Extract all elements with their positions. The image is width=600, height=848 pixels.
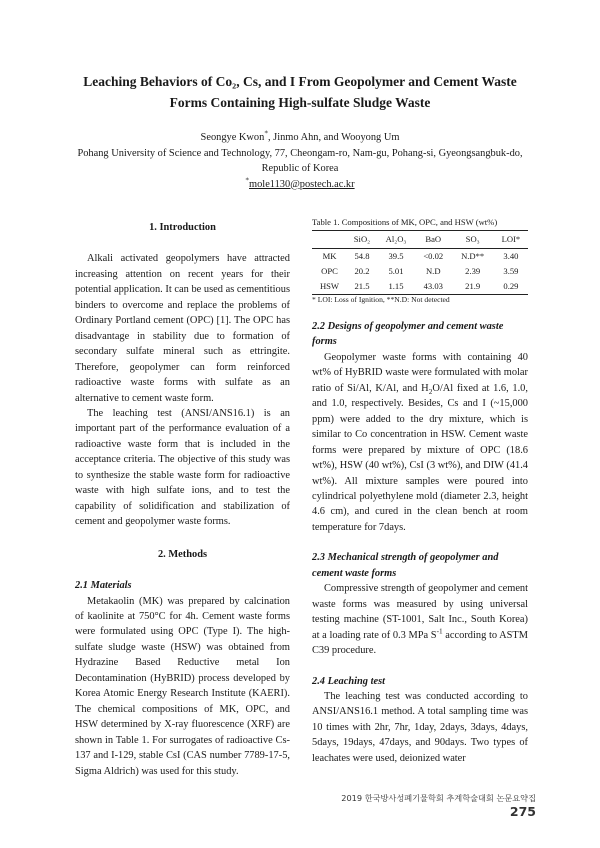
- table-header-cell: BaO: [415, 231, 451, 249]
- table-cell: 54.8: [354, 251, 370, 261]
- title-line-2: Forms Containing High-sulfate Sludge Waste: [169, 95, 431, 110]
- table-row: [312, 264, 528, 279]
- materials-paragraph: Metakaolin (MK) was prepared by calcination of kaolinite at 750°C for 4h. Cement waste forms were formulated using OPC (Type I). The high-sulfate sludge waste (HSW) was obtained from Hydrazine Based Reductive metal Ion Decontamination (HyBRID) process developed by Korea Atomic Energy Research Institute (KAERI). The chemical compositions of MK, OPC, and HSW determined by X-ray fluorescence (XRF) are shown in Table 1. For surrogates of radioactive Cs-137 and I-129, stable CsI (CAS number 7789-17-5, Sigma Aldrich) was used for this study.: [75, 595, 290, 777]
- leaching-paragraph: The leaching test was conducted according to ANSI/ANS16.1 method. A total sampling time was 10 times with 2hr, 7hr, 1day, 2days, 3days, 4days, 5days, 19days, 47days, and 90days. Two types of leachates were used, deionized water: [312, 690, 528, 764]
- section-heading-methods: 2. Methods: [157, 548, 208, 560]
- paper-title: [40, 71, 560, 113]
- table-header-cell: [312, 231, 347, 249]
- page-number: 275: [509, 804, 536, 819]
- intro-paragraph-1: Alkali activated geopolymers have attracted increasing attention on recent years for their potential application. It can be used as cementitious binders to overcome and replace the problems of Ordinary Portland cement (OPC) [1]. The OPC has disadvantage in stability due to formation of secondary sulfate mineral such as ettringite. Therefore, geopolymer can form reinforced radioactive waste forms with sulfate as an alternative to cement waste form.: [75, 253, 290, 404]
- table-cell: <0.02: [423, 251, 444, 261]
- left-column: [75, 220, 290, 779]
- author-block: [40, 130, 560, 192]
- title-line-1: Leaching Behaviors of Co₂, Cs, and I From Geopolymer and Cement Waste: [83, 74, 517, 89]
- composition-table: [312, 230, 528, 295]
- table-header-row: [312, 231, 528, 249]
- table-cell: 3.59: [503, 266, 519, 276]
- table-cell: 0.29: [494, 279, 528, 295]
- table-cell: HSW: [312, 279, 347, 295]
- table-cell: 21.5: [347, 279, 377, 295]
- table-row: [312, 279, 528, 295]
- table-cell: 2.39: [465, 266, 481, 276]
- table-cell: 39.5: [388, 251, 404, 261]
- email-line: *mole1130@postech.ac.kr: [245, 176, 355, 190]
- table-cell: 20.2: [354, 266, 370, 276]
- subsection-heading-designs: 2.2 Designs of geopolymer and cement waste forms: [312, 321, 504, 348]
- subsection-heading-materials: 2.1 Materials: [75, 580, 132, 592]
- email-link[interactable]: mole1130@postech.ac.kr: [249, 178, 355, 190]
- intro-paragraph-2: The leaching test (ANSI/ANS16.1) is an important part of the performance evaluation of a radioactive waste form that is included in the acceptance criteria. The objective of this study was to synthesize the stable waste form for radioactive waste with high sulfate ions, and to test the capability of solidification and stabilization of cement and geopolymer waste forms.: [75, 407, 290, 528]
- country: Republic of Korea: [261, 163, 339, 174]
- table-cell: OPC: [321, 266, 338, 276]
- table-header-cell: SO₃: [451, 231, 493, 249]
- table-cell: 21.9: [451, 279, 493, 295]
- proceedings-title: 2019 한국방사성폐기물학회 추계학술대회 논문요약집: [341, 793, 536, 803]
- author-names: Seongye Kwon*, Jinmo Ahn, and Wooyong Um: [200, 129, 400, 143]
- strength-paragraph: Compressive strength of geopolymer and cement waste forms was measured by using universal testing machine (ST-1001, Salt Inc., South Korea) at a loading rate of 0.3 MPa $S^{-1}$ according to ASTM C39 procedure.: [312, 583, 529, 657]
- table-cell: 3.40: [503, 251, 519, 261]
- table-row: [312, 249, 528, 265]
- right-column: [312, 216, 528, 766]
- table-cell: MK: [322, 251, 337, 261]
- table-header-cell: LOI*: [494, 231, 528, 249]
- table-cell: N.D: [425, 266, 441, 276]
- table-header-cell: SiO₂: [347, 231, 377, 249]
- table-cell: 43.03: [415, 279, 451, 295]
- affiliation: Pohang University of Science and Technology, 77, Cheongam-ro, Nam-gu, Pohang-si, Gyeongsangbuk-do,: [77, 147, 523, 159]
- table-header-cell: Al₂O₃: [377, 231, 415, 249]
- subsection-heading-strength: 2.3 Mechanical strength of geopolymer and cement waste forms: [312, 552, 499, 579]
- section-heading-introduction: 1. Introduction: [149, 222, 216, 233]
- designs-paragraph: Geopolymer waste forms with containing 40 wt% of HyBRID waste were formulated with molar ratio of Si/Al, K/Al, and $H_2O/Al$ fixed at 1.6, 1.0, and 1.0, respectively. Besides, Cs and I (~15,000 ppm) were added to the dry mixture, which is similar to Co concentration in HSW. Cement waste forms were prepared by mixture of OPC (18.6 wt%), HSW (40 wt%), CsI (3 wt%), and DIW (41.4 wt%). All mixture samples were poured into cylindrical polyethylene mold (diameter 2.3, height 4.6 cm), and cured in the clean bench at room temperature for 7days.: [312, 351, 528, 533]
- table-cell: N.D**: [461, 251, 485, 261]
- table-footnote: * LOI: Loss of Ignition, **N.D: Not detected: [312, 295, 450, 304]
- table-cell: 5.01: [388, 266, 404, 276]
- table-caption: Table 1. Compositions of MK, OPC, and HSW (wt%): [312, 217, 498, 227]
- subsection-heading-leaching: 2.4 Leaching test: [312, 675, 386, 687]
- table-cell: 1.15: [377, 279, 415, 295]
- page-footer: [326, 793, 536, 819]
